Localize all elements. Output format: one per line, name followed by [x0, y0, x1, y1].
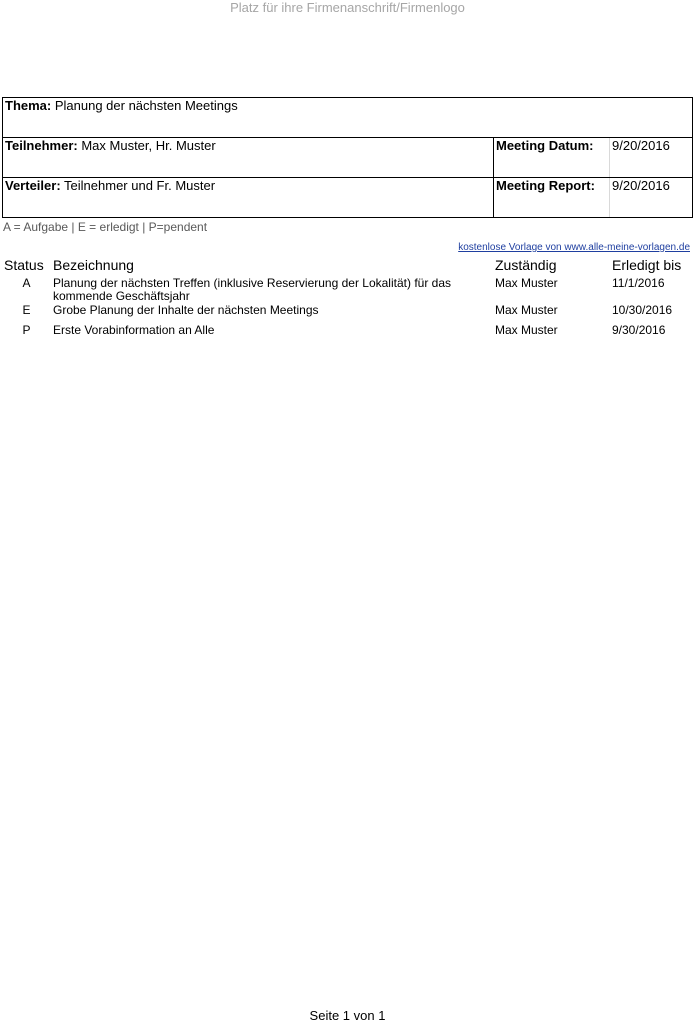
- task-description: [53, 277, 473, 303]
- task-due-date: 10/30/2016: [612, 303, 673, 317]
- status-legend: A = Aufgabe | E = erledigt | P=pendent: [3, 220, 208, 234]
- meeting-report-label: Meeting Report:: [496, 178, 595, 193]
- task-status: P: [22, 323, 31, 337]
- task-row: [0, 324, 695, 338]
- task-due-date: 9/30/2016: [612, 323, 666, 337]
- task-row: [0, 304, 695, 318]
- topic-value: Planung der nächsten Meetings: [54, 98, 238, 113]
- company-logo-placeholder: Platz für ihre Firmenanschrift/Firmenlogo: [230, 0, 465, 15]
- topic-row: [3, 98, 693, 138]
- task-description: Grobe Planung der Inhalte der nächsten Meetings: [53, 303, 319, 317]
- description-header: Bezeichnung: [53, 257, 134, 273]
- task-status: E: [22, 303, 31, 317]
- task-table-header: [0, 257, 695, 274]
- task-description-line: kommende Geschäftsjahr: [53, 289, 190, 303]
- distribution-row: [3, 178, 693, 218]
- meeting-report-label-cell: [494, 178, 610, 218]
- meeting-date-value-cell: [610, 138, 693, 178]
- meeting-date-value: 9/20/2016: [612, 138, 670, 153]
- participants-cell: [3, 138, 494, 178]
- due-header: Erledigt bis: [612, 257, 682, 273]
- task-status: A: [22, 276, 31, 290]
- distribution-cell: [3, 178, 494, 218]
- task-description: Erste Vorabinformation an Alle: [53, 323, 215, 337]
- page-footer: Seite 1 von 1: [309, 1008, 386, 1023]
- task-due-date: 11/1/2016: [612, 276, 665, 290]
- responsible-header: Zuständig: [495, 257, 557, 273]
- distribution-label: Verteiler:: [5, 178, 61, 193]
- task-description-line: Planung der nächsten Treffen (inklusive Reservierung der Lokalität) für das: [53, 276, 451, 290]
- participants-row: [3, 138, 693, 178]
- topic-cell: [3, 98, 693, 138]
- template-link[interactable]: kostenlose Vorlage von www.alle-meine-vorlagen.de: [458, 242, 690, 253]
- task-responsible: Max Muster: [495, 303, 558, 317]
- meeting-date-label: Meeting Datum:: [496, 138, 594, 153]
- meeting-report-value: 9/20/2016: [612, 178, 670, 193]
- participants-value: Max Muster, Hr. Muster: [81, 138, 216, 153]
- distribution-value: Teilnehmer und Fr. Muster: [64, 178, 216, 193]
- participants-label: Teilnehmer:: [5, 138, 78, 153]
- meeting-date-label-cell: [494, 138, 610, 178]
- status-header: Status: [4, 257, 44, 273]
- topic-label: Thema:: [5, 98, 52, 113]
- meeting-report-value-cell: [610, 178, 693, 218]
- meeting-info-table: [2, 97, 693, 218]
- task-row: [0, 277, 695, 303]
- task-responsible: Max Muster: [495, 276, 558, 290]
- task-responsible: Max Muster: [495, 323, 558, 337]
